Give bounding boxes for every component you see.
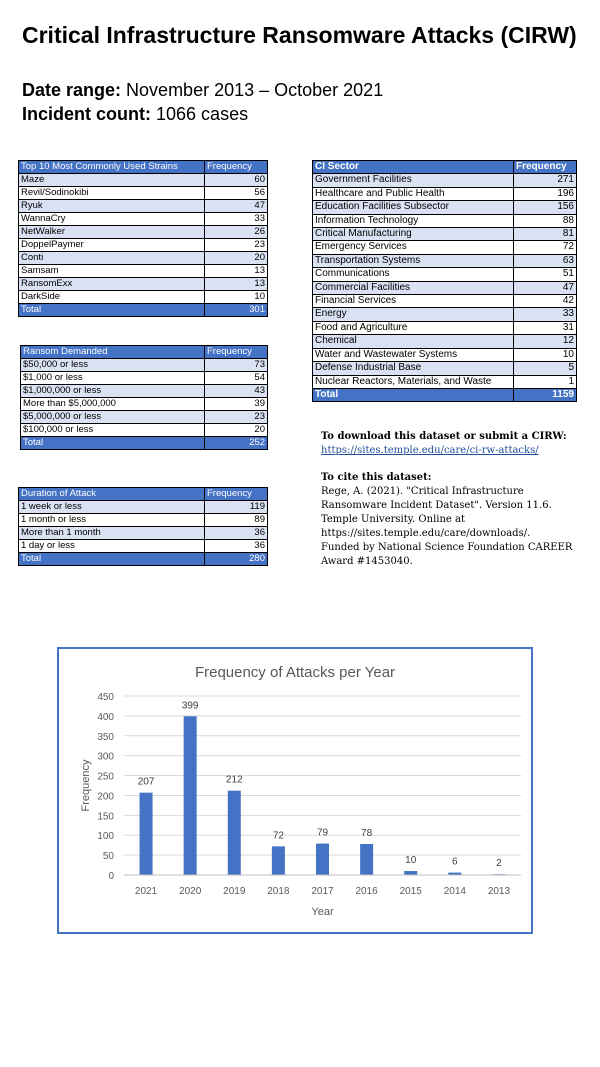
table-row [21,359,268,372]
download-note [321,430,567,458]
cite-note [321,471,572,569]
label-cell: Maze [19,174,205,187]
sectors-table [312,160,577,402]
frequency-cell: Frequency [514,161,577,174]
x-tick-label: 2016 [355,886,378,897]
x-tick-label: 2013 [487,886,511,897]
frequency-cell: 12 [514,335,577,348]
chart-svg [59,649,531,932]
frequency-cell: Frequency [205,161,268,174]
data-label: 207 [137,776,155,788]
table-header-row [19,488,268,501]
frequency-cell: 119 [205,501,268,514]
label-cell: 1 month or less [19,514,205,527]
y-tick-label: 250 [97,771,114,783]
cite-heading: To cite this dataset: [321,472,432,483]
table-row [19,239,268,252]
frequency-cell: 73 [205,359,268,372]
bar [316,844,329,875]
table-total-row [21,437,268,450]
label-cell: Revil/Sodinokibi [19,187,205,200]
y-tick-label: 450 [97,692,114,703]
table-header-row [21,346,268,359]
frequency-cell: 13 [205,278,268,291]
frequency-cell: 301 [205,304,268,317]
incident-count [22,104,248,125]
frequency-cell: 54 [205,372,268,385]
table-row [19,200,268,213]
frequency-cell: 20 [205,252,268,265]
table-row [19,501,268,514]
date-range-value: November 2013 – October 2021 [126,80,384,100]
frequency-cell: 51 [514,268,577,281]
label-cell: CI Sector [313,161,514,174]
label-cell: $1,000 or less [21,372,205,385]
label-cell: Transportation Systems [313,254,514,267]
y-tick-label: 400 [97,711,114,723]
table-row [313,281,577,294]
date-range-label: Date range: [22,80,122,100]
label-cell: Commercial Facilities [313,281,514,294]
frequency-cell: 36 [205,527,268,540]
cite-line: Funded by National Science Foundation CAREER [321,542,573,553]
label-cell: 1 week or less [19,501,205,514]
download-link[interactable]: https://sites.temple.edu/care/ci-rw-attacks/ [321,445,539,456]
bar [228,791,241,875]
frequency-cell: 60 [205,174,268,187]
frequency-cell: 26 [205,226,268,239]
data-label: 212 [225,774,243,786]
table-header-row [19,161,268,174]
label-cell: Defense Industrial Base [313,362,514,375]
table-row [21,411,268,424]
bar [140,793,153,875]
frequency-cell: 42 [514,295,577,308]
label-cell: Food and Agriculture [313,321,514,334]
frequency-cell: 10 [514,348,577,361]
label-cell: $50,000 or less [21,359,205,372]
label-cell: Total [21,437,205,450]
bar [272,846,285,875]
table-header-row [313,161,577,174]
x-tick-label: 2020 [179,886,202,897]
x-tick-label: 2021 [134,886,158,897]
table-row [19,514,268,527]
label-cell: WannaCry [19,213,205,226]
table-total-row [19,553,268,566]
frequency-cell: 72 [514,241,577,254]
frequency-cell: 88 [514,214,577,227]
label-cell: Healthcare and Public Health [313,187,514,200]
label-cell: More than $5,000,000 [21,398,205,411]
cite-line: Award #1453040. [321,556,413,567]
label-cell: Financial Services [313,295,514,308]
table-row [19,226,268,239]
table-total-row [313,388,577,401]
x-tick-label: 2019 [223,886,246,897]
table-row [313,335,577,348]
attacks-per-year-chart [57,647,533,934]
label-cell: Information Technology [313,214,514,227]
x-tick-label: 2018 [267,886,290,897]
frequency-cell: 63 [514,254,577,267]
frequency-cell: Frequency [205,346,268,359]
table-row [19,252,268,265]
table-row [19,278,268,291]
chart-title: Frequency of Attacks per Year [194,664,396,681]
frequency-cell: 1 [514,375,577,388]
x-tick-label: 2017 [311,886,334,897]
x-tick-label: 2014 [443,886,466,897]
table-row [313,348,577,361]
bar [404,871,417,875]
label-cell: Ryuk [19,200,205,213]
cite-line: Rege, A. (2021). "Critical Infrastructure [321,486,524,497]
label-cell: $5,000,000 or less [21,411,205,424]
frequency-cell: Frequency [205,488,268,501]
x-axis-label: Year [311,906,334,918]
y-tick-label: 350 [97,731,114,743]
label-cell: $100,000 or less [21,424,205,437]
y-tick-label: 0 [108,871,114,882]
label-cell: Water and Wastewater Systems [313,348,514,361]
table-row [21,372,268,385]
label-cell: Duration of Attack [19,488,205,501]
page-title: Critical Infrastructure Ransomware Attacks (CIRW) [22,22,577,48]
frequency-cell: 33 [514,308,577,321]
incident-count-value: 1066 cases [156,104,249,124]
label-cell: $1,000,000 or less [21,385,205,398]
label-cell: Education Facilities Subsector [313,201,514,214]
table-row [313,228,577,241]
table-row [313,375,577,388]
y-axis-label: Frequency [80,759,92,812]
data-label: 6 [452,856,458,868]
data-label: 2 [496,858,502,870]
table-row [21,424,268,437]
table-total-row [19,304,268,317]
data-label: 10 [405,855,417,867]
label-cell: DarkSide [19,291,205,304]
frequency-cell: 10 [205,291,268,304]
y-tick-label: 300 [97,751,114,763]
frequency-cell: 196 [514,187,577,200]
table-row [313,174,577,187]
table-row [19,291,268,304]
ransom-table [20,345,268,450]
frequency-cell: 36 [205,540,268,553]
table-row [19,527,268,540]
table-row [313,214,577,227]
table-row [313,254,577,267]
label-cell: Chemical [313,335,514,348]
label-cell: Energy [313,308,514,321]
frequency-cell: 13 [205,265,268,278]
frequency-cell: 280 [205,553,268,566]
data-label: 79 [316,827,329,839]
date-range [22,80,383,101]
table-row [313,241,577,254]
frequency-cell: 20 [205,424,268,437]
frequency-cell: 156 [514,201,577,214]
table-row [313,321,577,334]
frequency-cell: 5 [514,362,577,375]
table-row [19,265,268,278]
label-cell: Conti [19,252,205,265]
table-row [21,385,268,398]
label-cell: Government Facilities [313,174,514,187]
frequency-cell: 43 [205,385,268,398]
label-cell: Emergency Services [313,241,514,254]
label-cell: Nuclear Reactors, Materials, and Waste [313,375,514,388]
table-row [19,540,268,553]
frequency-cell: 39 [205,398,268,411]
frequency-cell: 31 [514,321,577,334]
label-cell: Communications [313,268,514,281]
table-row [19,174,268,187]
label-cell: Critical Manufacturing [313,228,514,241]
cite-line: Temple University. Online at [321,514,465,525]
table-row [313,201,577,214]
frequency-cell: 33 [205,213,268,226]
frequency-cell: 1159 [514,388,577,401]
table-row [313,362,577,375]
frequency-cell: 252 [205,437,268,450]
x-tick-label: 2015 [399,886,422,897]
data-label: 78 [361,827,373,839]
table-row [313,187,577,200]
label-cell: Top 10 Most Commonly Used Strains [19,161,205,174]
label-cell: Total [19,553,205,566]
label-cell: Total [313,388,514,401]
table-row [19,213,268,226]
table-row [19,187,268,200]
frequency-cell: 47 [514,281,577,294]
data-label: 399 [181,700,199,712]
table-row [313,308,577,321]
strains-table [18,160,268,317]
label-cell: RansomExx [19,278,205,291]
frequency-cell: 47 [205,200,268,213]
cite-line: Ransomware Incident Dataset". Version 11.6. [321,500,552,511]
cite-line: https://sites.temple.edu/care/downloads/. [321,528,531,539]
label-cell: Samsam [19,265,205,278]
table-row [313,295,577,308]
frequency-cell: 81 [514,228,577,241]
download-heading: To download this dataset or submit a CIRW: [321,431,567,442]
label-cell: Ransom Demanded [21,346,205,359]
label-cell: 1 day or less [19,540,205,553]
incident-count-label: Incident count: [22,104,151,124]
label-cell: DoppelPaymer [19,239,205,252]
table-row [313,268,577,281]
y-tick-label: 50 [102,851,114,863]
duration-table [18,487,268,566]
frequency-cell: 23 [205,239,268,252]
label-cell: Total [19,304,205,317]
bar [360,844,373,875]
frequency-cell: 56 [205,187,268,200]
y-tick-label: 150 [97,811,114,823]
frequency-cell: 23 [205,411,268,424]
y-tick-label: 100 [97,831,114,843]
y-tick-label: 200 [97,791,114,803]
label-cell: NetWalker [19,226,205,239]
data-label: 72 [272,830,284,842]
bar [184,716,197,875]
frequency-cell: 89 [205,514,268,527]
label-cell: More than 1 month [19,527,205,540]
table-row [21,398,268,411]
frequency-cell: 271 [514,174,577,187]
